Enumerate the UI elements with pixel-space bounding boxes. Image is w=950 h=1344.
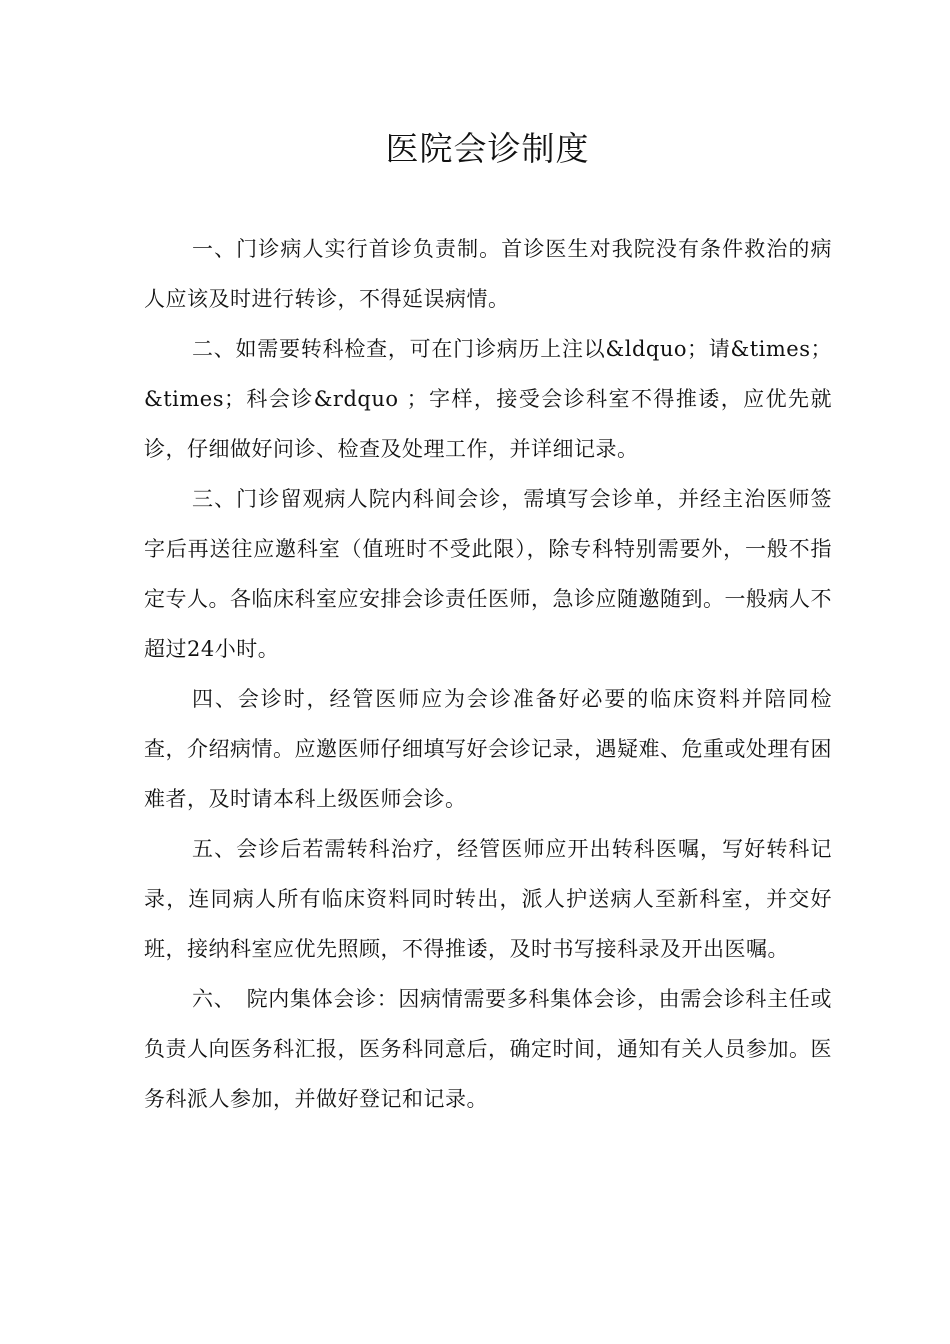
- paragraph-3: 三、门诊留观病人院内科间会诊，需填写会诊单，并经主治医师签字后再送往应邀科室（值班时不受此限），除专科特别需要外，一般不指定专人。各临床科室应安排会诊责任医师，急诊应随邀随到。一般病人不超过24小时。: [144, 487, 832, 661]
- document-title: 医院会诊制度: [385, 129, 590, 168]
- paragraph-1: 一、门诊病人实行首诊负责制。首诊医生对我院没有条件救治的病人应该及时进行转诊，不得延误病情。: [144, 237, 832, 311]
- document-body: [144, 224, 832, 1124]
- paragraph-5: 五、会诊后若需转科治疗，经管医师应开出转科医嘱，写好转科记录，连同病人所有临床资料同时转出，派人护送病人至新科室，并交好班，接纳科室应优先照顾，不得推诿，及时书写接科录及开出医嘱。: [144, 837, 832, 961]
- paragraph-6: 六、 院内集体会诊：因病情需要多科集体会诊，由需会诊科主任或负责人向医务科汇报，医务科同意后，确定时间，通知有关人员参加。医务科派人参加，并做好登记和记录。: [144, 987, 832, 1111]
- paragraph-4: 四、会诊时，经管医师应为会诊准备好必要的临床资料并陪同检查，介绍病情。应邀医师仔细填写好会诊记录，遇疑难、危重或处理有困难者，及时请本科上级医师会诊。: [144, 687, 832, 811]
- paragraph-2: 二、如需要转科检查，可在门诊病历上注以&ldquo；请&times；&times；科会诊&rdquo ；字样，接受会诊科室不得推诿，应优先就诊，仔细做好问诊、检查及处理工作，并详细记录。: [144, 337, 832, 461]
